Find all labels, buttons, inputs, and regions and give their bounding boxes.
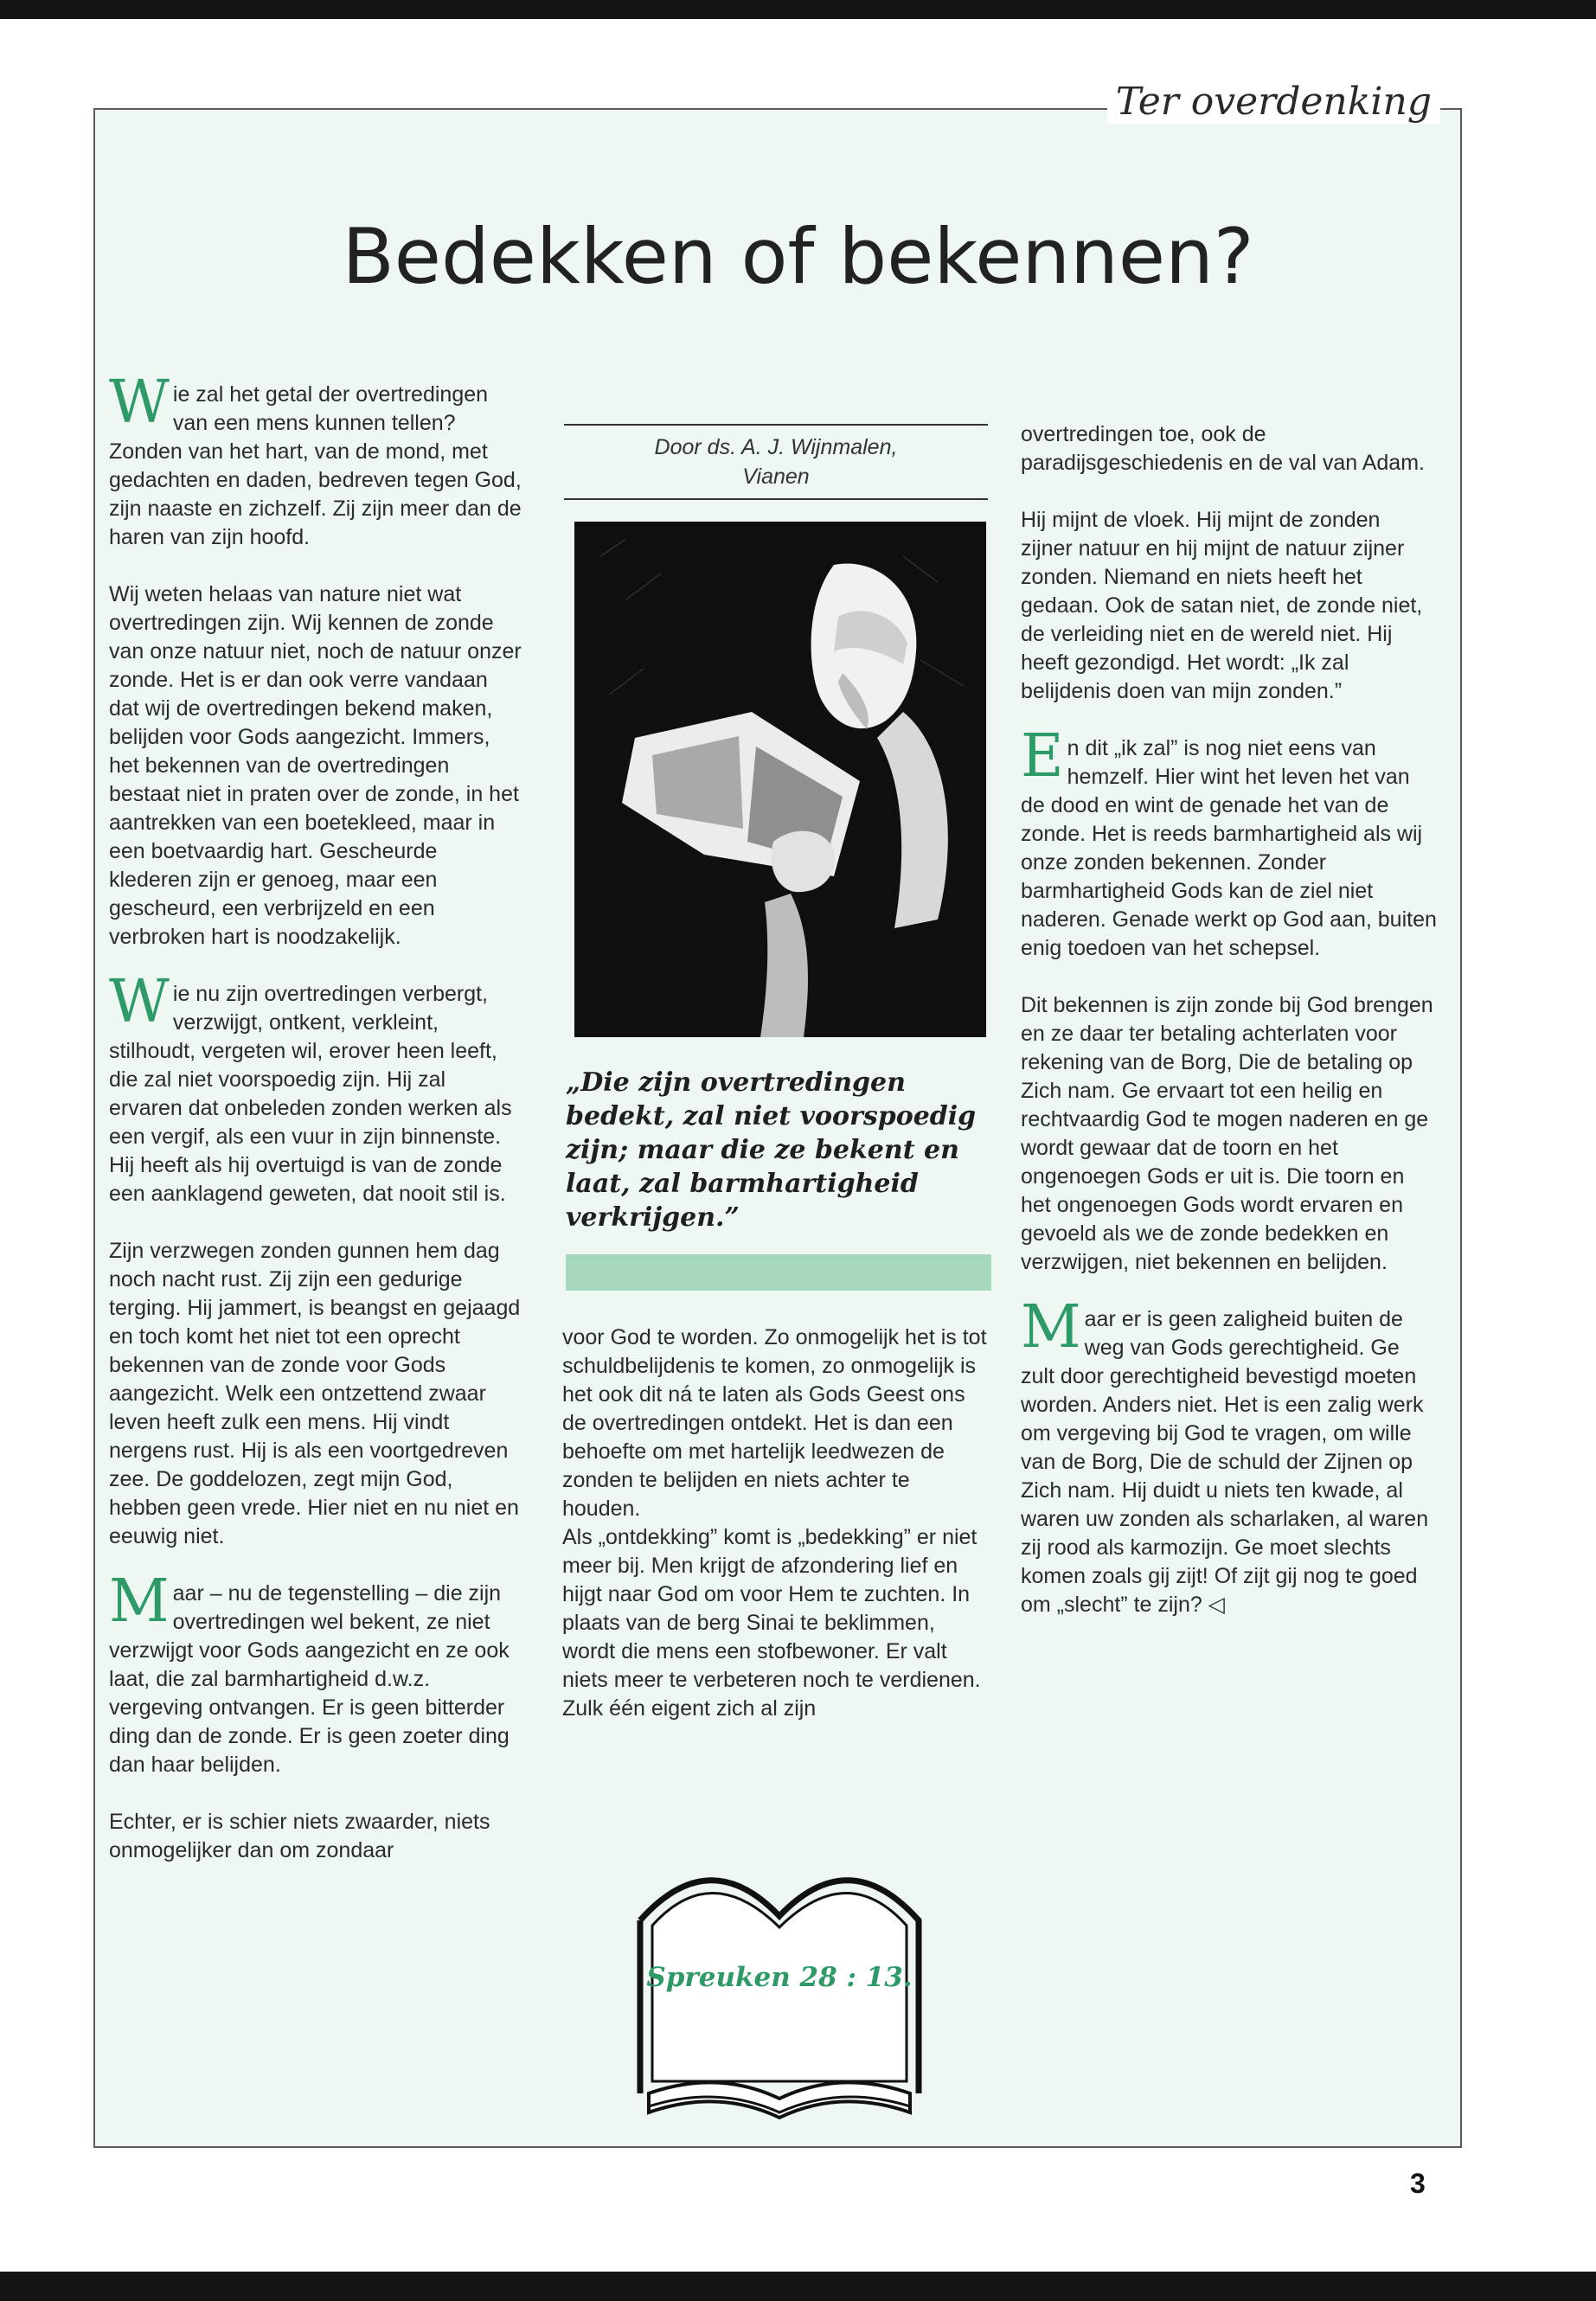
scan-bottom-border xyxy=(0,2272,1596,2301)
drop-cap: E xyxy=(1021,722,1064,791)
paragraph: Hij mijnt de vloek. Hij mijnt de zonden zijner natuur en hij mijnt de natuur zijner zonden. Niemand en niets heeft het gedaan. Ook de satan niet, de zonde niet, de verleiding niet en de wereld niet. Hij heeft gezondigd. Het wordt: „Ik zal belijdenis doen van mijn zonden.” xyxy=(1021,508,1423,703)
paragraph: Maar er is geen zaligheid buiten de weg van Gods gerechtigheid. Ge zult door gerechtigheid bevestigd moeten worden. Anders niet. Het is een zalig werk om vergeving bij God te vragen, om wille van de Borg, Die de schuld der Zijnen op Zich nam. Hij duidt u niets ten kwade, al waren uw zonden als scharlaken, al waren zij rood als karmozijn. Ge moet slechts komen zoals gij zijt! Of zijt gij nog te goed om „slecht” te zijn? ◁ xyxy=(1021,1293,1429,1617)
paragraph: Maar – nu de tegenstelling – die zijn overtredingen wel bekent, ze niet verzwijgt voor Gods aangezicht en ze ook laat, die zal barmhartigheid d.w.z. vergeving ontvangen. Er is geen bitterder ding dan de zonde. Er is geen zoeter ding dan haar belijden. xyxy=(109,1567,510,1777)
drop-cap: W xyxy=(109,369,170,437)
column-right xyxy=(1021,420,1438,1648)
byline-place: Vianen xyxy=(742,465,810,489)
paragraph: Als „ontdekking” komt is „bedekking” er niet meer bij. Men krijgt de afzondering lief en hijgt naar God om voor Hem te zuchten. In plaats van de berg Sinai te beklimmen, wordt die mens een stofbewoner. Er valt niets meer te verbeteren noch te verdienen. Zulk één eigent zich al zijn xyxy=(562,1525,981,1721)
scan-top-border xyxy=(0,0,1596,19)
paragraph: Zijn verzwegen zonden gunnen hem dag noch nacht rust. Zij zijn een gedurige terging. Hij jammert, is beangst en gejaagd en toch komt het niet tot een oprecht bekennen van de zonde voor Gods aangezicht. Welk een ontzettend zwaar leven heeft zulk een mens. Hij vindt nergens rust. Hij is als een voortgedreven zee. De goddelozen, zegt mijn God, hebben geen vrede. Hier niet en nu niet en eeuwig niet. xyxy=(109,1239,521,1548)
author-byline xyxy=(564,424,988,500)
byline-author: Door ds. A. J. Wijnmalen, xyxy=(654,435,898,459)
pull-quote: „Die zijn overtredingen bedekt, zal niet voorspoedig zijn; maar die ze bekent en laat, zal barmhartigheid verkrijgen.” xyxy=(566,1067,977,1233)
paragraph: Echter, er is schier niets zwaarder, niets onmogelijker dan om zondaar xyxy=(109,1810,490,1862)
paragraph: Dit bekennen is zijn zonde bij God brengen en ze daar ter betaling achterlaten voor rekening van de Borg, Die de betaling op Zich nam. Ge ervaart tot een heilig en rechtvaardig God te mogen naderen en ge wordt gewaar dat de toorn en het ongenoegen Gods er uit is. Die toorn en het ongenoegen Gods wordt ervaren en gevoeld als we de zonde bedekken en verzwijgen, niet bekennen en belijden. xyxy=(1021,993,1433,1274)
paragraph: En dit „ik zal” is nog niet eens van hemzelf. Hier wint het leven het van de dood en wint de genade het van de zonde. Het is reeds barmhartigheid als wij onze zonden bekennen. Zonder barmhartigheid Gods kan de ziel niet naderen. Genade werkt op God aan, buiten enig toedoen van het schepsel. xyxy=(1021,722,1437,960)
illustration-drawing xyxy=(574,522,986,1037)
article-title: Bedekken of bekennen? xyxy=(342,212,1254,301)
paragraph: Wie zal het getal der overtredingen van een mens kunnen tellen? Zonden van het hart, van de mond, met gedachten en daden, bedreven tegen God, zijn naaste en zichzelf. Zij zijn meer dan de haren van zijn hoofd. xyxy=(109,369,522,549)
paragraph: overtredingen toe, ook de paradijsgeschiedenis en de val van Adam. xyxy=(1021,422,1425,475)
paragraph: Wij weten helaas van nature niet wat overtredingen zijn. Wij kennen de zonde van onze natuur niet, noch de natuur onzer zonde. Het is er dan ook verre vandaan dat wij de overtredingen bekend maken, belijden voor Gods aangezicht. Immers, het bekennen van de overtredingen bestaat niet in praten over de zonde, in het aantrekken van een boetekleed, maar in een boetvaardig hart. Gescheurde klederen zijn er genoeg, maar een gescheurd, een verbrijzeld en een verbroken hart is noodzakelijk. xyxy=(109,582,522,949)
drop-cap: M xyxy=(1021,1293,1081,1362)
drop-cap: W xyxy=(109,968,170,1036)
section-label: Ter overdenking xyxy=(1107,80,1440,124)
column-left xyxy=(109,369,522,1894)
column-middle xyxy=(562,1324,990,1752)
quote-divider-bar xyxy=(566,1254,991,1291)
page-number: 3 xyxy=(1410,2168,1426,2199)
paragraph: voor God te worden. Zo onmogelijk het is tot schuldbelijdenis te komen, zo onmogelijk is het ook dit ná te laten als Gods Geest ons de overtredingen ontdekt. Het is dan een behoefte om met hartelijk leedwezen de zonden te belijden en niets achter te houden. xyxy=(562,1325,987,1521)
reading-woman-illustration xyxy=(574,522,986,1037)
scripture-reference: Spreuken 28 : 13. xyxy=(646,1962,913,1993)
paragraph: Wie nu zijn overtredingen verbergt, verzwijgt, ontkent, verkleint, stilhoudt, vergeten wil, erover heen leeft, die zal niet voorspoedig zijn. Hij zal ervaren dat onbeleden zonden werken als een vergif, als een vuur in zijn binnenste. Hij heeft als hij overtuigd is van de zonde een aanklagend geweten, dat nooit stil is. xyxy=(109,968,512,1206)
drop-cap: M xyxy=(109,1567,170,1636)
frame-corner-tick xyxy=(1460,108,1462,143)
